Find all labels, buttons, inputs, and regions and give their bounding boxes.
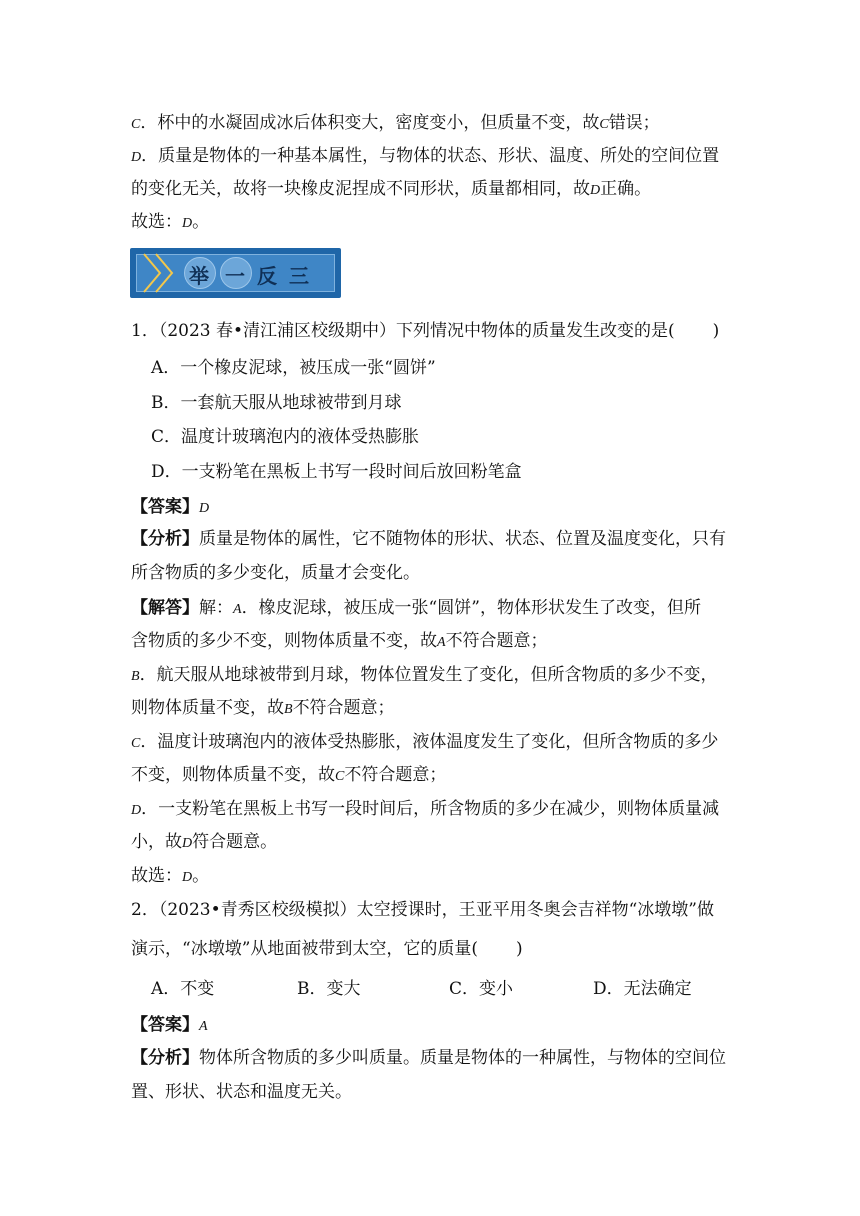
q2-stem-line1: 2．（2023•青秀区校级模拟）太空授课时，王亚平用冬奥会吉祥物“冰墩墩”做 (131, 900, 714, 920)
section-banner (130, 248, 341, 298)
q1-analysis-line1: 【分析】质量是物体的属性，它不随物体的形状、状态、位置及温度变化，只有 (131, 529, 726, 549)
intro-option-d-line2: 的变化无关，故将一块橡皮泥捏成不同形状，质量都相同，故D正确。 (131, 179, 652, 199)
intro-option-d-line1: D．质量是物体的一种基本属性，与物体的状态、形状、温度、所处的空间位置 (131, 146, 720, 166)
banner-char: 三 (289, 264, 309, 288)
banner-char: 反 (257, 264, 277, 288)
q1-choice: 故选：D。 (131, 866, 210, 886)
q2-options (0, 976, 860, 1002)
q1-solution-b-line2: 则物体质量不变，故B不符合题意； (131, 698, 395, 718)
q2-analysis-line1: 【分析】物体所含物质的多少叫质量。质量是物体的一种属性，与物体的空间位 (131, 1048, 726, 1068)
q2-option-d: D．无法确定 (593, 979, 692, 999)
q1-option-c: C．温度计玻璃泡内的液体受热膨胀 (151, 427, 420, 447)
banner-char: 一 (225, 264, 245, 288)
q1-solution-a-line1: 【解答】解：A．橡皮泥球，被压成一张“圆饼”，物体形状发生了改变，但所 (131, 598, 701, 618)
q1-option-b: B．一套航天服从地球被带到月球 (151, 393, 402, 413)
q1-stem: 1．（2023 春•清江浦区校级期中）下列情况中物体的质量发生改变的是( ) (131, 321, 720, 341)
double-chevron-icon (130, 248, 190, 298)
q2-answer: 【答案】A (131, 1015, 208, 1035)
q2-option-c: C．变小 (449, 979, 514, 999)
intro-option-c: C．杯中的水凝固成冰后体积变大，密度变小，但质量不变，故C错误； (131, 113, 660, 133)
q2-stem-line2: 演示，“冰墩墩”从地面被带到太空，它的质量( ) (131, 939, 523, 959)
q2-option-b: B．变大 (297, 979, 361, 999)
q1-solution-a-line2: 含物质的多少不变，则物体质量不变，故A不符合题意； (131, 631, 548, 651)
q2-option-a: A．不变 (151, 979, 215, 999)
banner-char: 举 (189, 264, 209, 288)
q2-analysis-line2: 置、形状、状态和温度无关。 (131, 1082, 352, 1102)
q1-solution-d-line1: D．一支粉笔在黑板上书写一段时间后，所含物质的多少在减少，则物体质量减 (131, 799, 720, 819)
q1-solution-c-line1: C．温度计玻璃泡内的液体受热膨胀，液体温度发生了变化，但所含物质的多少 (131, 732, 719, 752)
q1-answer: 【答案】D (131, 497, 210, 517)
q1-option-a: A．一个橡皮泥球，被压成一张“圆饼” (151, 358, 436, 378)
q1-solution-c-line2: 不变，则物体质量不变，故C不符合题意； (131, 765, 447, 785)
q1-analysis-line2: 所含物质的多少变化，质量才会变化。 (131, 563, 420, 583)
q1-solution-b-line1: B．航天服从地球被带到月球，物体位置发生了变化，但所含物质的多少不变， (131, 665, 718, 685)
q1-solution-d-line2: 小，故D符合题意。 (131, 832, 278, 852)
q1-option-d: D．一支粉笔在黑板上书写一段时间后放回粉笔盒 (151, 462, 522, 482)
intro-choice: 故选：D。 (131, 212, 210, 232)
